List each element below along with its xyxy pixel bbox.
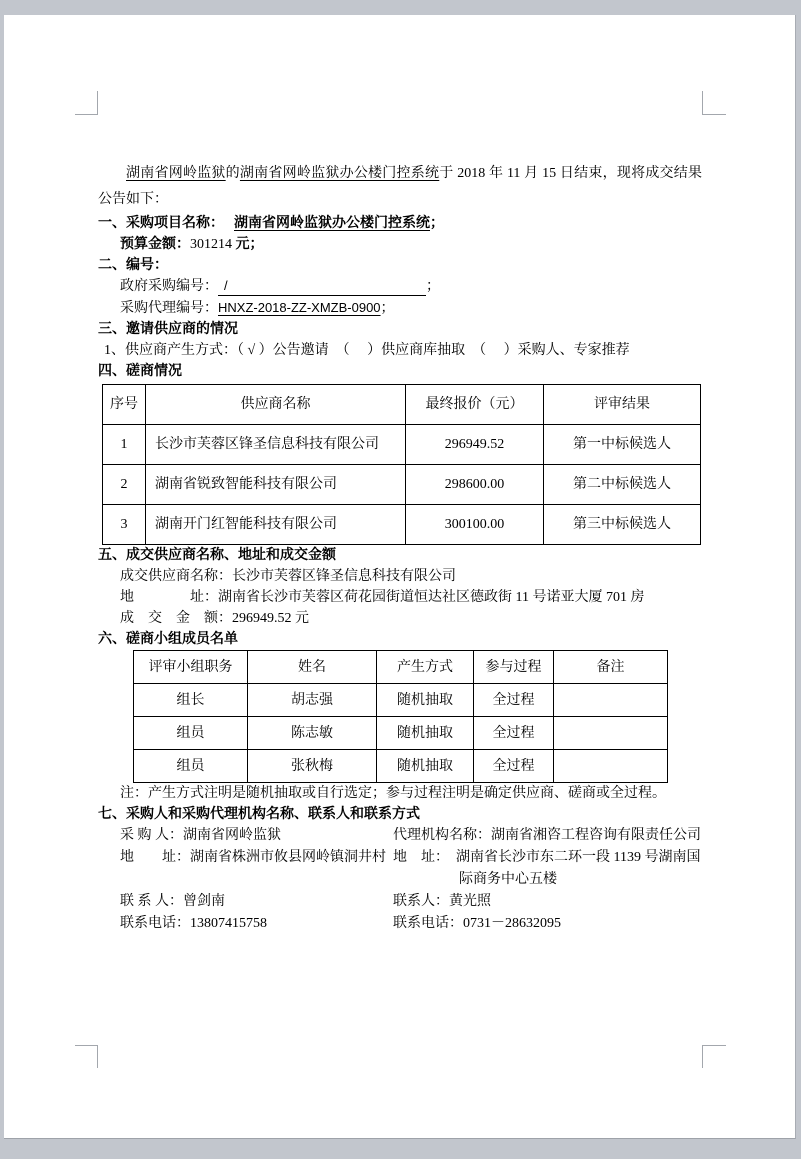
buyer-name-underlined: 湖南省网岭监狱 bbox=[126, 166, 226, 181]
cell-role: 组员 bbox=[134, 750, 248, 783]
cell-index: 3 bbox=[103, 505, 146, 545]
bid-table-row bbox=[103, 505, 701, 545]
cell-result: 第一中标候选人 bbox=[544, 425, 701, 465]
document-body bbox=[98, 161, 702, 935]
buyer-contact-line: 联 系 人：曾剑南 bbox=[120, 894, 225, 909]
document-page bbox=[4, 15, 796, 1139]
cell-price: 300100.00 bbox=[406, 505, 544, 545]
project-name-underlined: 湖南省网岭监狱办公楼门控系统 bbox=[239, 166, 440, 181]
cell-index: 2 bbox=[103, 465, 146, 505]
cell-remark bbox=[554, 684, 668, 717]
cell-name: 陈志敏 bbox=[248, 717, 377, 750]
cell-remark bbox=[554, 717, 668, 750]
intro-rest: 于 2018 年 11 月 15 日结束，现将成交结果公告如下： bbox=[98, 166, 703, 207]
project-name-suffix: ； bbox=[430, 216, 444, 231]
col-header-remark: 备注 bbox=[554, 651, 668, 684]
agency-number-value: HNXZ-2018-ZZ-XMZB-0900 bbox=[218, 300, 381, 315]
cell-role: 组员 bbox=[134, 717, 248, 750]
margin-crop-mark-bottom-right bbox=[702, 1045, 726, 1068]
project-name-value: 湖南省网岭监狱办公楼门控系统 bbox=[234, 216, 430, 231]
bid-table-header-row bbox=[103, 385, 701, 425]
agent-phone-line: 联系电话：0731－28632095 bbox=[393, 916, 561, 931]
agency-number-line bbox=[98, 297, 702, 319]
col-header-result: 评审结果 bbox=[544, 385, 701, 425]
col-header-participation: 参与过程 bbox=[474, 651, 554, 684]
col-header-name: 姓名 bbox=[248, 651, 377, 684]
cell-supplier: 湖南省锐致智能科技有限公司 bbox=[146, 465, 406, 505]
budget-value: 301214 bbox=[190, 237, 232, 252]
section-4-heading: 四、磋商情况 bbox=[98, 364, 182, 379]
cell-index: 1 bbox=[103, 425, 146, 465]
contact-info-block bbox=[98, 825, 702, 935]
panel-table-row bbox=[134, 717, 668, 750]
cell-supplier: 湖南开门红智能科技有限公司 bbox=[146, 505, 406, 545]
cell-result: 第三中标候选人 bbox=[544, 505, 701, 545]
awarded-supplier-line: 成交供应商名称：长沙市芙蓉区锋圣信息科技有限公司 bbox=[120, 569, 456, 584]
panel-table-row bbox=[134, 750, 668, 783]
gov-procurement-number-line bbox=[98, 276, 702, 297]
panel-table-header-row bbox=[134, 651, 668, 684]
cell-participation: 全过程 bbox=[474, 750, 554, 783]
section-2-heading: 二、编号： bbox=[98, 258, 168, 273]
agent-address-line: 地 址： 湖南省长沙市东二环一段 1139 号湖南国际商务中心五楼 bbox=[393, 850, 701, 887]
section-1-heading: 一、采购项目名称： bbox=[98, 216, 224, 231]
supplier-method-line: 1、供应商产生方式：（ √ ）公告邀请 （ ）供应商库抽取 （ ）采购人、专家推荐 bbox=[104, 343, 630, 358]
section-1-line bbox=[98, 213, 702, 234]
agency-number-label: 采购代理编号： bbox=[120, 301, 218, 316]
agent-name-line: 代理机构名称：湖南省湘咨工程咨询有限责任公司 bbox=[393, 828, 701, 843]
bid-table-row bbox=[103, 425, 701, 465]
intro-connector: 的 bbox=[225, 166, 240, 181]
section-5-heading: 五、成交供应商名称、地址和成交金额 bbox=[98, 548, 336, 563]
buyer-address-line: 地 址：湖南省株洲市攸县网岭镇洞井村 bbox=[120, 850, 386, 865]
col-header-role: 评审小组职务 bbox=[134, 651, 248, 684]
col-header-price: 最终报价（元） bbox=[406, 385, 544, 425]
gov-number-blank bbox=[218, 278, 426, 296]
col-header-selection: 产生方式 bbox=[377, 651, 474, 684]
bid-table-row bbox=[103, 465, 701, 505]
gov-number-suffix: ； bbox=[426, 279, 440, 294]
cell-price: 298600.00 bbox=[406, 465, 544, 505]
agency-number-suffix: ； bbox=[380, 301, 395, 316]
gov-number-value: / bbox=[224, 278, 228, 293]
cell-participation: 全过程 bbox=[474, 684, 554, 717]
budget-suffix: 元； bbox=[232, 237, 264, 252]
table-note: 注：产生方式注明是随机抽取或自行选定；参与过程注明是确定供应商、磋商或全过程。 bbox=[120, 786, 666, 801]
budget-line bbox=[98, 234, 702, 255]
margin-crop-mark-top-left bbox=[75, 91, 98, 115]
section-6-heading: 六、磋商小组成员名单 bbox=[98, 632, 238, 647]
section-3-heading: 三、邀请供应商的情况 bbox=[98, 322, 238, 337]
awarded-amount-line: 成 交 金 额：296949.52 元 bbox=[120, 611, 309, 626]
cell-result: 第二中标候选人 bbox=[544, 465, 701, 505]
agent-contact-line: 联系人：黄光照 bbox=[393, 894, 491, 909]
cell-name: 张秋梅 bbox=[248, 750, 377, 783]
cell-participation: 全过程 bbox=[474, 717, 554, 750]
buyer-phone-line: 联系电话：13807415758 bbox=[120, 916, 267, 931]
cell-name: 胡志强 bbox=[248, 684, 377, 717]
cell-price: 296949.52 bbox=[406, 425, 544, 465]
section-7-heading: 七、采购人和采购代理机构名称、联系人和联系方式 bbox=[98, 807, 420, 822]
col-header-supplier: 供应商名称 bbox=[146, 385, 406, 425]
margin-crop-mark-bottom-left bbox=[75, 1045, 98, 1068]
cell-selection: 随机抽取 bbox=[377, 684, 474, 717]
col-header-index: 序号 bbox=[103, 385, 146, 425]
intro-paragraph bbox=[98, 161, 702, 213]
cell-selection: 随机抽取 bbox=[377, 717, 474, 750]
gov-number-label: 政府采购编号： bbox=[120, 279, 218, 294]
budget-label: 预算金额： bbox=[120, 237, 190, 252]
panel-member-table bbox=[133, 650, 668, 783]
buyer-name-line: 采 购 人：湖南省网岭监狱 bbox=[120, 828, 281, 843]
panel-table-row bbox=[134, 684, 668, 717]
bid-result-table bbox=[102, 384, 701, 545]
awarded-address-line: 地 址：湖南省长沙市芙蓉区荷花园街道恒达社区德政街 11 号诺亚大厦 701 房 bbox=[120, 590, 645, 605]
cell-selection: 随机抽取 bbox=[377, 750, 474, 783]
cell-remark bbox=[554, 750, 668, 783]
cell-supplier: 长沙市芙蓉区锋圣信息科技有限公司 bbox=[146, 425, 406, 465]
margin-crop-mark-top-right bbox=[702, 91, 726, 115]
cell-role: 组长 bbox=[134, 684, 248, 717]
